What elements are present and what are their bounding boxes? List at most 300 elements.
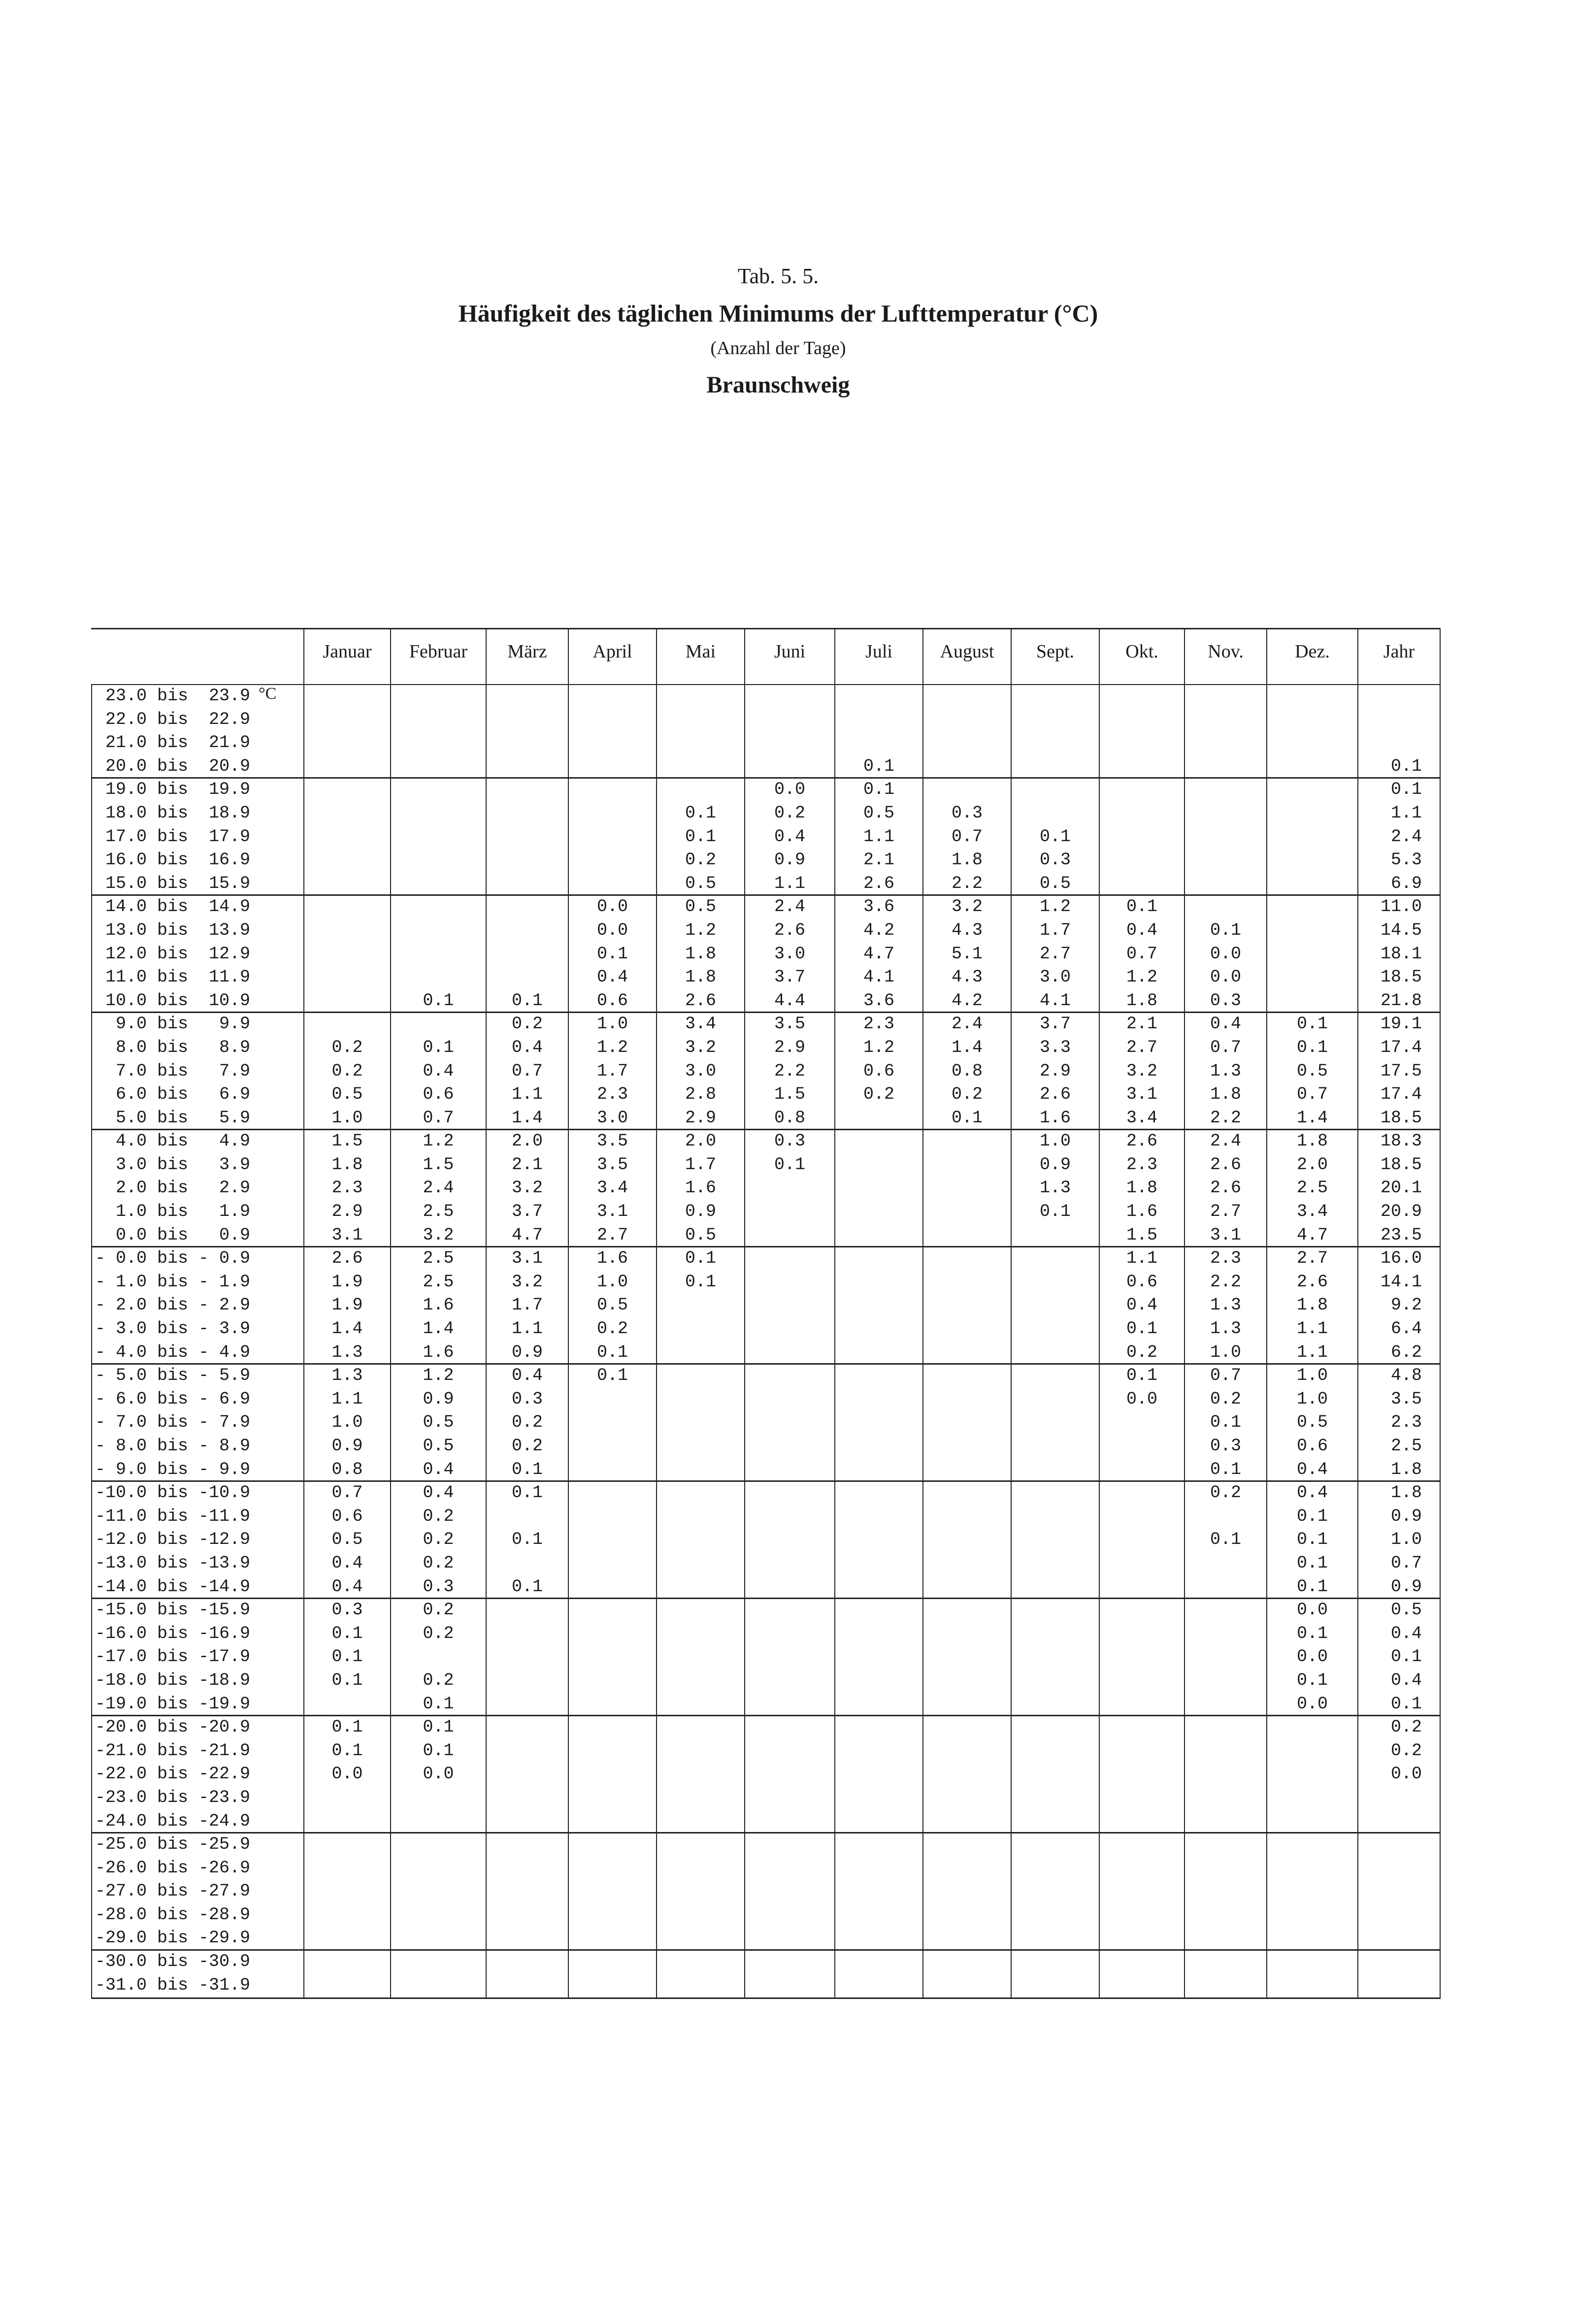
column-header-februar: Februar <box>391 629 487 684</box>
value-cell: 2.6 <box>745 919 835 943</box>
value-cell: 2.8 <box>657 1083 745 1107</box>
table-body <box>91 685 1441 1999</box>
value-cell: 2.3 <box>835 1013 923 1037</box>
row-label-text: -11.0 bis -11.9 <box>95 1506 250 1526</box>
value-cell <box>1267 1763 1358 1787</box>
value-cell <box>304 709 391 732</box>
year-total-cell: 6.2 <box>1358 1342 1441 1364</box>
value-cell: 1.2 <box>1100 966 1185 990</box>
value-cell <box>923 1130 1012 1154</box>
row-label <box>91 1435 304 1459</box>
value-cell <box>1185 1857 1267 1881</box>
row-label <box>91 1247 304 1271</box>
row-label <box>91 826 304 850</box>
value-cell: 0.1 <box>487 990 569 1012</box>
value-cell: 3.4 <box>657 1013 745 1037</box>
value-cell <box>923 1927 1012 1949</box>
value-cell: 1.2 <box>391 1130 487 1154</box>
value-cell: 3.5 <box>745 1013 835 1037</box>
value-cell <box>835 1810 923 1833</box>
row-label-text: 16.0 bis 16.9 <box>105 850 250 870</box>
row-label <box>91 1130 304 1154</box>
value-cell <box>1100 1599 1185 1623</box>
value-cell <box>487 966 569 990</box>
table-row <box>91 1951 1441 1974</box>
row-label-text: 6.0 bis 6.9 <box>115 1084 250 1105</box>
value-cell <box>304 943 391 967</box>
value-cell <box>657 709 745 732</box>
value-cell <box>1267 1716 1358 1740</box>
value-cell <box>569 1388 657 1412</box>
value-cell: 1.1 <box>745 873 835 895</box>
value-cell: 0.1 <box>487 1459 569 1481</box>
value-cell: 1.1 <box>835 826 923 850</box>
value-cell: 1.5 <box>391 1154 487 1178</box>
row-label-text: -23.0 bis -23.9 <box>95 1787 250 1807</box>
value-cell: 4.7 <box>835 943 923 967</box>
year-total-cell: 0.2 <box>1358 1740 1441 1764</box>
row-label <box>91 1388 304 1412</box>
value-cell: 0.9 <box>657 1201 745 1224</box>
value-cell <box>835 1599 923 1623</box>
value-cell: 0.1 <box>1267 1552 1358 1576</box>
header-corner-cell <box>91 629 304 684</box>
value-cell <box>487 1716 569 1740</box>
row-label <box>91 1506 304 1529</box>
value-cell: 0.6 <box>391 1083 487 1107</box>
year-total-cell: 17.5 <box>1358 1060 1441 1084</box>
year-total-cell: 5.3 <box>1358 849 1441 873</box>
table-row <box>91 1318 1441 1342</box>
value-cell: 1.0 <box>569 1271 657 1295</box>
value-cell <box>569 1529 657 1552</box>
value-cell: 2.1 <box>1100 1013 1185 1037</box>
value-cell <box>1100 1787 1185 1810</box>
value-cell <box>569 826 657 850</box>
value-cell: 3.7 <box>745 966 835 990</box>
value-cell: 0.1 <box>1267 1037 1358 1060</box>
value-cell <box>657 1740 745 1764</box>
column-header-april: April <box>569 629 657 684</box>
value-cell <box>569 732 657 755</box>
value-cell <box>745 1974 835 1998</box>
value-cell: 3.6 <box>835 990 923 1012</box>
row-label-text: 7.0 bis 7.9 <box>115 1061 250 1081</box>
value-cell <box>1185 1646 1267 1669</box>
value-cell: 0.4 <box>1267 1459 1358 1481</box>
row-label-text: -30.0 bis -30.9 <box>95 1952 250 1972</box>
row-label <box>91 1927 304 1949</box>
value-cell: 0.1 <box>1267 1669 1358 1693</box>
value-cell <box>569 1552 657 1576</box>
value-cell: 3.6 <box>835 896 923 919</box>
value-cell <box>304 1904 391 1928</box>
value-cell: 0.1 <box>657 1271 745 1295</box>
value-cell <box>923 1880 1012 1904</box>
value-cell <box>1185 779 1267 802</box>
row-label-text: 20.0 bis 20.9 <box>105 756 250 776</box>
row-label-text: 23.0 bis 23.9 <box>105 686 250 706</box>
value-cell: 0.1 <box>657 826 745 850</box>
value-cell: 1.6 <box>1012 1107 1100 1129</box>
value-cell <box>745 1693 835 1715</box>
value-cell <box>1012 685 1100 709</box>
value-cell: 0.1 <box>304 1669 391 1693</box>
table-row <box>91 1365 1441 1388</box>
year-total-cell <box>1358 1880 1441 1904</box>
row-label <box>91 1154 304 1178</box>
value-cell: 4.1 <box>835 966 923 990</box>
value-cell: 1.1 <box>487 1318 569 1342</box>
value-cell <box>835 1224 923 1246</box>
value-cell: 3.1 <box>1100 1083 1185 1107</box>
value-cell <box>1100 1857 1185 1881</box>
value-cell <box>1267 1810 1358 1833</box>
year-total-cell <box>1358 1927 1441 1949</box>
table-row <box>91 1294 1441 1318</box>
value-cell <box>304 1974 391 1998</box>
row-label-text: -12.0 bis -12.9 <box>95 1530 250 1550</box>
value-cell <box>745 1342 835 1364</box>
value-cell <box>487 1880 569 1904</box>
value-cell: 3.0 <box>745 943 835 967</box>
row-label <box>91 1037 304 1060</box>
row-label <box>91 1083 304 1107</box>
value-cell: 3.2 <box>923 896 1012 919</box>
value-cell <box>835 709 923 732</box>
table-row <box>91 1599 1441 1623</box>
row-label-text: -18.0 bis -18.9 <box>95 1670 250 1690</box>
value-cell: 1.6 <box>657 1177 745 1201</box>
row-label-text: - 0.0 bis - 0.9 <box>95 1248 250 1269</box>
value-cell <box>1012 1974 1100 1998</box>
value-cell <box>391 1880 487 1904</box>
value-cell: 2.6 <box>1185 1177 1267 1201</box>
value-cell <box>304 826 391 850</box>
value-cell <box>745 1623 835 1646</box>
value-cell: 0.2 <box>1185 1482 1267 1506</box>
value-cell <box>1012 1318 1100 1342</box>
value-cell <box>923 1552 1012 1576</box>
table-row <box>91 1177 1441 1201</box>
row-label-text: 5.0 bis 5.9 <box>115 1108 250 1128</box>
value-cell: 0.3 <box>1185 1435 1267 1459</box>
value-cell <box>391 1857 487 1881</box>
value-cell <box>1012 1271 1100 1295</box>
value-cell <box>1185 802 1267 826</box>
value-cell <box>1012 1224 1100 1246</box>
value-cell <box>745 1927 835 1949</box>
column-header-jahr: Jahr <box>1358 629 1441 684</box>
value-cell <box>657 1904 745 1928</box>
value-cell <box>1100 1552 1185 1576</box>
row-label-text: - 7.0 bis - 7.9 <box>95 1412 250 1433</box>
value-cell <box>487 1857 569 1881</box>
value-cell <box>657 1833 745 1857</box>
value-cell <box>1012 1857 1100 1881</box>
row-label <box>91 779 304 802</box>
value-cell: 0.1 <box>1012 1201 1100 1224</box>
value-cell <box>745 1459 835 1481</box>
value-cell: 0.1 <box>1267 1623 1358 1646</box>
value-cell <box>487 1787 569 1810</box>
value-cell <box>391 779 487 802</box>
year-total-cell: 19.1 <box>1358 1013 1441 1037</box>
value-cell <box>835 1927 923 1949</box>
value-cell <box>1012 732 1100 755</box>
table-row <box>91 896 1441 919</box>
row-label-text: -25.0 bis -25.9 <box>95 1834 250 1855</box>
value-cell <box>1012 1411 1100 1435</box>
value-cell <box>835 1506 923 1529</box>
value-cell: 2.7 <box>1267 1247 1358 1271</box>
value-cell: 2.3 <box>569 1083 657 1107</box>
value-cell <box>1012 1693 1100 1715</box>
row-label <box>91 1646 304 1669</box>
value-cell <box>1012 1342 1100 1364</box>
value-cell: 1.8 <box>657 943 745 967</box>
value-cell <box>657 1318 745 1342</box>
value-cell <box>391 1927 487 1949</box>
value-cell: 1.9 <box>304 1294 391 1318</box>
value-cell: 0.2 <box>391 1529 487 1552</box>
value-cell: 0.4 <box>1267 1482 1358 1506</box>
value-cell: 2.5 <box>391 1247 487 1271</box>
value-cell <box>487 1904 569 1928</box>
value-cell <box>569 1880 657 1904</box>
value-cell <box>657 1646 745 1669</box>
value-cell: 2.4 <box>1185 1130 1267 1154</box>
value-cell <box>1100 1646 1185 1669</box>
value-cell: 1.0 <box>1185 1342 1267 1364</box>
year-total-cell: 0.4 <box>1358 1669 1441 1693</box>
value-cell <box>657 1506 745 1529</box>
value-cell <box>657 1693 745 1715</box>
value-cell <box>657 1880 745 1904</box>
value-cell <box>745 1740 835 1764</box>
value-cell: 3.2 <box>657 1037 745 1060</box>
row-label-text: -20.0 bis -20.9 <box>95 1717 250 1737</box>
year-total-cell: 2.5 <box>1358 1435 1441 1459</box>
row-label-text: -14.0 bis -14.9 <box>95 1576 250 1597</box>
value-cell <box>1100 709 1185 732</box>
value-cell: 3.2 <box>1100 1060 1185 1084</box>
value-cell <box>1012 1787 1100 1810</box>
row-label <box>91 685 304 709</box>
value-cell: 0.4 <box>1185 1013 1267 1037</box>
value-cell: 1.8 <box>304 1154 391 1178</box>
value-cell <box>304 990 391 1012</box>
value-cell <box>923 779 1012 802</box>
year-total-cell: 18.5 <box>1358 966 1441 990</box>
row-label <box>91 1365 304 1388</box>
value-cell: 2.9 <box>745 1037 835 1060</box>
year-total-cell: 23.5 <box>1358 1224 1441 1246</box>
row-label <box>91 1224 304 1246</box>
row-label <box>91 1623 304 1646</box>
value-cell <box>487 1646 569 1669</box>
value-cell <box>1185 1716 1267 1740</box>
value-cell <box>1100 1435 1185 1459</box>
value-cell <box>487 1552 569 1576</box>
value-cell: 1.7 <box>657 1154 745 1178</box>
value-cell: 0.1 <box>1267 1529 1358 1552</box>
value-cell <box>1267 1833 1358 1857</box>
value-cell <box>569 1787 657 1810</box>
value-cell: 3.0 <box>1012 966 1100 990</box>
value-cell <box>923 1740 1012 1764</box>
year-total-cell: 17.4 <box>1358 1083 1441 1107</box>
value-cell <box>835 1552 923 1576</box>
value-cell <box>487 1740 569 1764</box>
value-cell <box>1267 1740 1358 1764</box>
value-cell <box>487 1810 569 1833</box>
value-cell <box>923 1201 1012 1224</box>
year-total-cell: 14.5 <box>1358 919 1441 943</box>
value-cell <box>657 1787 745 1810</box>
value-cell: 0.1 <box>1185 919 1267 943</box>
column-header-januar: Januar <box>304 629 391 684</box>
table-row <box>91 1013 1441 1037</box>
row-label-text: 14.0 bis 14.9 <box>105 897 250 917</box>
value-cell <box>1185 1927 1267 1949</box>
value-cell: 2.7 <box>1185 1201 1267 1224</box>
value-cell <box>657 1365 745 1388</box>
value-cell: 0.0 <box>1267 1599 1358 1623</box>
value-cell <box>923 1342 1012 1364</box>
value-cell <box>487 896 569 919</box>
value-cell: 2.6 <box>304 1247 391 1271</box>
value-cell: 1.9 <box>304 1271 391 1295</box>
value-cell: 2.0 <box>487 1130 569 1154</box>
row-label-text: - 4.0 bis - 4.9 <box>95 1342 250 1362</box>
value-cell <box>391 1787 487 1810</box>
value-cell: 0.6 <box>835 1060 923 1084</box>
value-cell: 0.6 <box>1267 1435 1358 1459</box>
row-label-text: 13.0 bis 13.9 <box>105 920 250 940</box>
value-cell <box>1185 1740 1267 1764</box>
year-total-cell: 0.5 <box>1358 1599 1441 1623</box>
value-cell <box>835 1904 923 1928</box>
row-label <box>91 1529 304 1552</box>
value-cell <box>569 1435 657 1459</box>
year-total-cell <box>1358 1974 1441 1998</box>
row-label-text: 18.0 bis 18.9 <box>105 803 250 823</box>
value-cell: 1.0 <box>304 1411 391 1435</box>
value-cell: 1.0 <box>304 1107 391 1129</box>
value-cell <box>923 1482 1012 1506</box>
row-label-text: -19.0 bis -19.9 <box>95 1694 250 1714</box>
value-cell <box>304 1857 391 1881</box>
value-cell <box>657 1857 745 1881</box>
value-cell: 0.1 <box>835 755 923 778</box>
value-cell <box>1267 802 1358 826</box>
table-row <box>91 1482 1441 1506</box>
row-label <box>91 732 304 755</box>
year-total-cell: 1.8 <box>1358 1482 1441 1506</box>
value-cell <box>923 1365 1012 1388</box>
value-cell: 0.4 <box>304 1576 391 1598</box>
value-cell <box>1100 1904 1185 1928</box>
value-cell <box>304 685 391 709</box>
value-cell <box>569 1740 657 1764</box>
row-label <box>91 1833 304 1857</box>
value-cell <box>569 1646 657 1669</box>
value-cell: 0.3 <box>745 1130 835 1154</box>
value-cell <box>657 1552 745 1576</box>
value-cell: 0.0 <box>1185 943 1267 967</box>
row-label-text: -26.0 bis -26.9 <box>95 1858 250 1878</box>
value-cell <box>923 1411 1012 1435</box>
value-cell: 1.6 <box>569 1247 657 1271</box>
column-header-sept: Sept. <box>1012 629 1100 684</box>
value-cell: 0.2 <box>391 1599 487 1623</box>
value-cell: 0.5 <box>391 1435 487 1459</box>
value-cell: 1.2 <box>569 1037 657 1060</box>
row-label <box>91 1107 304 1129</box>
row-label-text: 22.0 bis 22.9 <box>105 709 250 729</box>
value-cell <box>745 1904 835 1928</box>
value-cell <box>1100 1482 1185 1506</box>
row-label <box>91 1411 304 1435</box>
value-cell <box>835 1529 923 1552</box>
column-header-dez: Dez. <box>1267 629 1358 684</box>
value-cell <box>1012 1833 1100 1857</box>
year-total-cell: 0.9 <box>1358 1506 1441 1529</box>
value-cell: 1.3 <box>1012 1177 1100 1201</box>
value-cell <box>391 919 487 943</box>
value-cell <box>569 1506 657 1529</box>
value-cell <box>1185 1552 1267 1576</box>
value-cell <box>1100 849 1185 873</box>
value-cell: 4.3 <box>923 966 1012 990</box>
value-cell <box>1100 1974 1185 1998</box>
value-cell: 0.1 <box>304 1716 391 1740</box>
value-cell <box>1185 849 1267 873</box>
value-cell <box>1012 1623 1100 1646</box>
value-cell: 0.2 <box>304 1060 391 1084</box>
value-cell <box>569 1716 657 1740</box>
row-label <box>91 1271 304 1295</box>
value-cell <box>304 896 391 919</box>
value-cell <box>391 943 487 967</box>
value-cell <box>745 1599 835 1623</box>
row-label-text: - 9.0 bis - 9.9 <box>95 1459 250 1479</box>
value-cell: 1.0 <box>1267 1365 1358 1388</box>
value-cell <box>835 1435 923 1459</box>
value-cell: 2.6 <box>1267 1271 1358 1295</box>
value-cell <box>1267 919 1358 943</box>
value-cell <box>1185 896 1267 919</box>
value-cell <box>304 1787 391 1810</box>
row-label <box>91 1177 304 1201</box>
table-row <box>91 1342 1441 1365</box>
value-cell: 3.2 <box>487 1271 569 1295</box>
table-row <box>91 966 1441 990</box>
value-cell <box>1012 1740 1100 1764</box>
value-cell: 0.7 <box>923 826 1012 850</box>
value-cell <box>1185 732 1267 755</box>
value-cell: 0.8 <box>923 1060 1012 1084</box>
row-label <box>91 1880 304 1904</box>
value-cell: 2.6 <box>1185 1154 1267 1178</box>
value-cell: 3.1 <box>487 1247 569 1271</box>
value-cell <box>1012 1599 1100 1623</box>
value-cell <box>391 1904 487 1928</box>
value-cell: 0.1 <box>745 1154 835 1178</box>
value-cell <box>1267 709 1358 732</box>
value-cell: 0.2 <box>1100 1342 1185 1364</box>
